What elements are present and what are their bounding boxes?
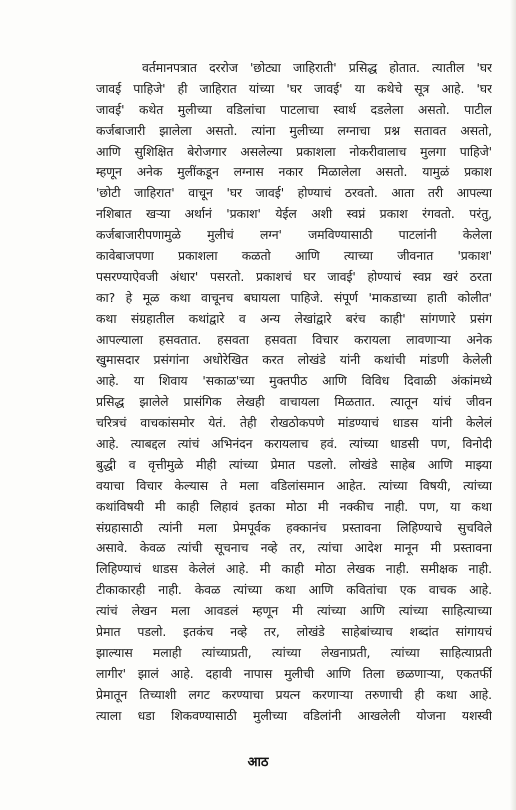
text-line: त्याला धडा शिकवण्यासाठी मुलीच्या वडिलांनी आखलेली योजना यशस्वी [96, 707, 492, 723]
text-line: कावेबाजपणा प्रकाशला कळतो आणि त्याच्या जीवनात 'प्रकाश' [96, 248, 492, 264]
text-line: आपल्याला हसवतात. हसवता हसवता विचार करायला लावणाऱ्या अनेक [96, 331, 492, 347]
text-line: आहे. त्याबद्दल त्यांचं अभिनंदन करायलाच हवं. त्यांच्या धाडसी पण, विनोदी [96, 436, 492, 452]
text-line: आहे. या शिवाय 'सकाळ'च्या मुक्तपीठ आणि विविध दिवाळी अंकांमध्ये [96, 373, 492, 389]
text-line: म्हणून अनेक मुलींकडून लग्नास नकार मिळालेला असतो. यामुळं प्रकाश [96, 164, 492, 180]
text-line: आणि सुशिक्षित बेरोजगार असलेल्या प्रकाशला नोकरीवालाच मुलगा पाहिजे' [96, 143, 492, 159]
text-line: वर्तमानपत्रात दररोज 'छोट्या जाहिराती' प्रसिद्ध होतात. त्यातील 'घर [142, 60, 492, 75]
text-line: प्रसिद्ध झालेले प्रासंगिक लेखही वाचायला मिळतात. त्यातून यांचं जीवन [96, 394, 492, 410]
text-line: 'छोटी जाहिरात' वाचून 'घर जावई' होण्याचं ठरवतो. आता तरी आपल्या [96, 185, 492, 201]
text-line: झाल्यास मलाही त्यांच्याप्रती, त्यांच्या लेखनाप्रती, त्यांच्या साहित्याप्रती [96, 644, 492, 660]
text-line: संग्रहासाठी त्यांनी मला प्रेमपूर्वक हक्कानंच प्रस्तावना लिहिण्याचे सुचविले [96, 519, 492, 535]
text-line: कथांविषयी मी काही लिहावं इतका मोठा मी नक्कीच नाही. पण, या कथा [96, 498, 492, 514]
text-line: वयाचा विचार केल्यास ते मला वडिलांसमान आहेत. त्यांच्या विषयी, त्यांच्या [96, 477, 492, 493]
page-edge [510, 0, 516, 810]
text-line: लिहिण्याचं धाडस केलेलं आहे. मी काही मोठा लेखक नाही. समीक्षक नाही. [96, 561, 492, 577]
text-line: असावे. केवळ त्यांची सूचनाच नव्हे तर, त्यांचा आदेश मानून मी प्रस्तावना [96, 540, 492, 556]
text-line: टीकाकारही नाही. केवळ त्यांच्या कथा आणि कवितांचा एक वाचक आहे. [96, 582, 492, 598]
text-line: प्रेमात पडलो. इतकंच नव्हे तर, लोखंडे साहेबांच्याच शब्दांत सांगायचं [96, 624, 492, 640]
text-line: पसरण्याऐवजी अंधार' पसरतो. प्रकाशचं घर जावई' होण्याचं स्वप्न खरं ठरता [96, 268, 492, 284]
text-line: नशिबात खऱ्या अर्थानं 'प्रकाश' येईल अशी स्वप्नं प्रकाश रंगवतो. परंतु, [96, 206, 492, 222]
text-line: का? हे मूळ कथा वाचूनच बघायला पाहिजे. संपूर्ण 'माकडाच्या हाती कोलीत' [96, 289, 492, 305]
text-line: जावई' कथेत मुलीच्या वडिलांचा पाटलाचा स्वार्थ दडलेला असतो. पाटील [96, 101, 492, 117]
text-line: प्रेमातून तिच्याशी लगट करण्याचा प्रयत्न करणाऱ्या तरुणाची ही कथा आहे. [96, 686, 492, 702]
text-line: जावई पाहिजे' ही जाहिरात यांच्या 'घर जावई' या कथेचे सूत्र आहे. 'घर [96, 80, 492, 96]
text-line: कथा संग्रहातील कथांद्वारे व अन्य लेखांद्वारे बरंच काही' सांगणारे प्रसंग [96, 310, 492, 326]
page-number: आठ [247, 755, 269, 770]
text-line: कर्जबाजारी झालेला असतो. त्यांना मुलीच्या लग्नाचा प्रश्न सतावत असतो, [96, 122, 492, 138]
text-line: लागीर' झालं आहे. दहावी नापास मुलीची आणि तिला छळणाऱ्या, एकतर्फी [96, 665, 492, 681]
text-line: त्यांचं लेखन मला आवडलं म्हणून मी त्यांच्या आणि त्यांच्या साहित्याच्या [96, 603, 492, 619]
text-line: खुमासदार प्रसंगांना अधोरेखित करत लोखंडे यांनी कथांची मांडणी केलेली [96, 352, 492, 368]
text-line: चरित्रचं वाचकांसमोर येतं. तेही रोखठोकपणे मांडण्याचं धाडस यांनी केलेलं [96, 415, 492, 431]
body-text [96, 58, 492, 727]
text-line: बुद्धी व वृत्तीमुळे मीही त्यांच्या प्रेमात पडलो. लोखंडे साहेब आणि माझ्या [96, 456, 492, 472]
text-line: कर्जबाजारीपणामुळे मुलीचं लग्न' जमविण्यासाठी पाटलांनी केलेला [96, 227, 492, 243]
